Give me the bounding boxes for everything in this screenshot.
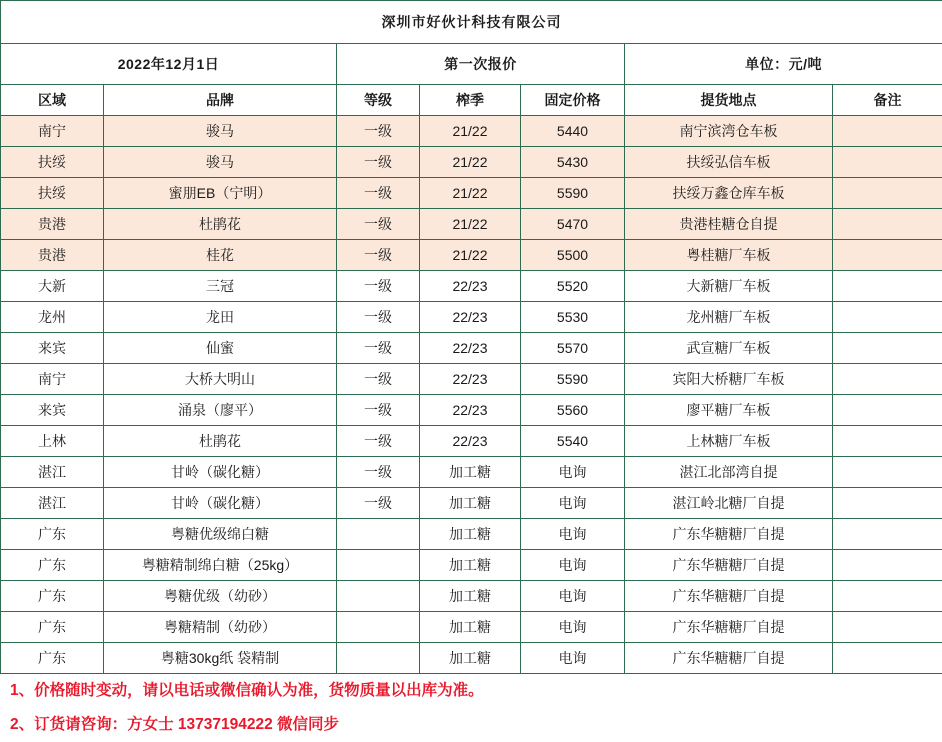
cell-grade: 一级 bbox=[337, 240, 420, 271]
cell-region: 南宁 bbox=[1, 116, 104, 147]
cell-price: 5440 bbox=[521, 116, 625, 147]
cell-region: 南宁 bbox=[1, 364, 104, 395]
table-row bbox=[1, 240, 942, 271]
cell-region: 上林 bbox=[1, 426, 104, 457]
cell-note bbox=[833, 178, 942, 209]
quote-unit: 单位：元/吨 bbox=[625, 44, 942, 85]
cell-price: 5520 bbox=[521, 271, 625, 302]
cell-place: 大新糖厂车板 bbox=[625, 271, 833, 302]
cell-region: 湛江 bbox=[1, 488, 104, 519]
cell-note bbox=[833, 550, 942, 581]
cell-brand: 骏马 bbox=[104, 147, 337, 178]
table-row bbox=[1, 550, 942, 581]
cell-brand: 粤糖优级绵白糖 bbox=[104, 519, 337, 550]
table-row bbox=[1, 302, 942, 333]
cell-place: 南宁滨湾仓车板 bbox=[625, 116, 833, 147]
cell-season: 加工糖 bbox=[420, 550, 521, 581]
footer-notes bbox=[0, 674, 942, 742]
cell-grade: 一级 bbox=[337, 333, 420, 364]
cell-brand: 骏马 bbox=[104, 116, 337, 147]
cell-note bbox=[833, 302, 942, 333]
cell-note bbox=[833, 612, 942, 643]
cell-region: 广东 bbox=[1, 550, 104, 581]
cell-place: 上林糖厂车板 bbox=[625, 426, 833, 457]
cell-price: 电询 bbox=[521, 550, 625, 581]
cell-price: 5560 bbox=[521, 395, 625, 426]
cell-price: 电询 bbox=[521, 612, 625, 643]
cell-region: 湛江 bbox=[1, 457, 104, 488]
table-row bbox=[1, 116, 942, 147]
cell-note bbox=[833, 364, 942, 395]
cell-season: 22/23 bbox=[420, 302, 521, 333]
cell-price: 5500 bbox=[521, 240, 625, 271]
cell-region: 来宾 bbox=[1, 333, 104, 364]
cell-season: 22/23 bbox=[420, 364, 521, 395]
cell-place: 湛江北部湾自提 bbox=[625, 457, 833, 488]
cell-season: 22/23 bbox=[420, 333, 521, 364]
cell-note bbox=[833, 457, 942, 488]
cell-note bbox=[833, 488, 942, 519]
cell-season: 22/23 bbox=[420, 271, 521, 302]
cell-note bbox=[833, 240, 942, 271]
cell-brand: 甘岭（碳化糖） bbox=[104, 457, 337, 488]
cell-note bbox=[833, 147, 942, 178]
cell-place: 广东华糖糖厂自提 bbox=[625, 550, 833, 581]
cell-grade bbox=[337, 643, 420, 674]
cell-place: 广东华糖糖厂自提 bbox=[625, 581, 833, 612]
header-season: 榨季 bbox=[420, 85, 521, 116]
cell-brand: 粤糖精制（幼砂） bbox=[104, 612, 337, 643]
cell-note bbox=[833, 519, 942, 550]
header-note: 备注 bbox=[833, 85, 942, 116]
title-row bbox=[1, 1, 942, 44]
cell-grade: 一级 bbox=[337, 364, 420, 395]
cell-price: 电询 bbox=[521, 488, 625, 519]
cell-season: 加工糖 bbox=[420, 612, 521, 643]
cell-place: 湛江岭北糖厂自提 bbox=[625, 488, 833, 519]
cell-grade: 一级 bbox=[337, 426, 420, 457]
cell-place: 宾阳大桥糖厂车板 bbox=[625, 364, 833, 395]
cell-brand: 杜鹃花 bbox=[104, 426, 337, 457]
cell-price: 5540 bbox=[521, 426, 625, 457]
table-row bbox=[1, 488, 942, 519]
table-row bbox=[1, 178, 942, 209]
cell-place: 粤桂糖厂车板 bbox=[625, 240, 833, 271]
table-row bbox=[1, 581, 942, 612]
cell-grade: 一级 bbox=[337, 395, 420, 426]
cell-note bbox=[833, 643, 942, 674]
cell-brand: 桂花 bbox=[104, 240, 337, 271]
cell-price: 电询 bbox=[521, 643, 625, 674]
cell-season: 22/23 bbox=[420, 426, 521, 457]
cell-grade: 一级 bbox=[337, 271, 420, 302]
header-region: 区域 bbox=[1, 85, 104, 116]
table-row bbox=[1, 333, 942, 364]
cell-grade: 一级 bbox=[337, 116, 420, 147]
table-row bbox=[1, 426, 942, 457]
cell-price: 5590 bbox=[521, 364, 625, 395]
note-line-1: 1、价格随时变动，请以电话或微信确认为准，货物质量以出库为准。 bbox=[0, 674, 942, 708]
cell-place: 扶绥万鑫仓库车板 bbox=[625, 178, 833, 209]
header-grade: 等级 bbox=[337, 85, 420, 116]
cell-grade: 一级 bbox=[337, 147, 420, 178]
cell-grade: 一级 bbox=[337, 209, 420, 240]
cell-season: 加工糖 bbox=[420, 643, 521, 674]
cell-season: 加工糖 bbox=[420, 488, 521, 519]
cell-place: 武宣糖厂车板 bbox=[625, 333, 833, 364]
table-row bbox=[1, 457, 942, 488]
cell-brand: 三冠 bbox=[104, 271, 337, 302]
cell-brand: 粤糖优级（幼砂） bbox=[104, 581, 337, 612]
cell-brand: 涌泉（廖平） bbox=[104, 395, 337, 426]
cell-note bbox=[833, 271, 942, 302]
cell-place: 贵港桂糖仓自提 bbox=[625, 209, 833, 240]
quote-date: 2022年12月1日 bbox=[1, 44, 337, 85]
cell-note bbox=[833, 333, 942, 364]
cell-region: 扶绥 bbox=[1, 178, 104, 209]
cell-price: 电询 bbox=[521, 581, 625, 612]
table-row bbox=[1, 643, 942, 674]
cell-brand: 蜜朋EB（宁明） bbox=[104, 178, 337, 209]
cell-grade: 一级 bbox=[337, 302, 420, 333]
table-row bbox=[1, 364, 942, 395]
cell-season: 21/22 bbox=[420, 178, 521, 209]
header-price: 固定价格 bbox=[521, 85, 625, 116]
cell-place: 扶绥弘信车板 bbox=[625, 147, 833, 178]
cell-grade bbox=[337, 581, 420, 612]
cell-price: 5430 bbox=[521, 147, 625, 178]
cell-brand: 粤糖30kg纸 袋精制 bbox=[104, 643, 337, 674]
cell-note bbox=[833, 581, 942, 612]
cell-season: 加工糖 bbox=[420, 581, 521, 612]
cell-brand: 大桥大明山 bbox=[104, 364, 337, 395]
cell-grade bbox=[337, 612, 420, 643]
cell-region: 贵港 bbox=[1, 240, 104, 271]
cell-grade: 一级 bbox=[337, 457, 420, 488]
cell-region: 扶绥 bbox=[1, 147, 104, 178]
cell-grade bbox=[337, 519, 420, 550]
cell-note bbox=[833, 209, 942, 240]
cell-region: 大新 bbox=[1, 271, 104, 302]
cell-season: 21/22 bbox=[420, 240, 521, 271]
header-place: 提货地点 bbox=[625, 85, 833, 116]
cell-region: 广东 bbox=[1, 612, 104, 643]
cell-season: 加工糖 bbox=[420, 519, 521, 550]
cell-price: 5590 bbox=[521, 178, 625, 209]
header-brand: 品牌 bbox=[104, 85, 337, 116]
cell-price: 5470 bbox=[521, 209, 625, 240]
quote-round: 第一次报价 bbox=[337, 44, 625, 85]
cell-place: 廖平糖厂车板 bbox=[625, 395, 833, 426]
table-row bbox=[1, 612, 942, 643]
cell-grade bbox=[337, 550, 420, 581]
cell-price: 5570 bbox=[521, 333, 625, 364]
cell-note bbox=[833, 426, 942, 457]
cell-region: 来宾 bbox=[1, 395, 104, 426]
cell-brand: 粤糖精制绵白糖（25kg） bbox=[104, 550, 337, 581]
cell-season: 21/22 bbox=[420, 209, 521, 240]
cell-season: 21/22 bbox=[420, 147, 521, 178]
cell-grade: 一级 bbox=[337, 178, 420, 209]
cell-season: 加工糖 bbox=[420, 457, 521, 488]
cell-brand: 杜鹃花 bbox=[104, 209, 337, 240]
subtitle-row bbox=[1, 44, 942, 85]
table-row bbox=[1, 519, 942, 550]
cell-region: 贵港 bbox=[1, 209, 104, 240]
cell-note bbox=[833, 116, 942, 147]
cell-region: 广东 bbox=[1, 581, 104, 612]
cell-grade: 一级 bbox=[337, 488, 420, 519]
cell-note bbox=[833, 395, 942, 426]
note-line-2: 2、订货请咨询：方女士 13737194222 微信同步 bbox=[0, 708, 942, 742]
cell-price: 电询 bbox=[521, 457, 625, 488]
cell-place: 广东华糖糖厂自提 bbox=[625, 519, 833, 550]
cell-region: 龙州 bbox=[1, 302, 104, 333]
cell-place: 广东华糖糖厂自提 bbox=[625, 612, 833, 643]
cell-price: 5530 bbox=[521, 302, 625, 333]
cell-brand: 甘岭（碳化糖） bbox=[104, 488, 337, 519]
table-row bbox=[1, 147, 942, 178]
table-row bbox=[1, 271, 942, 302]
cell-brand: 龙田 bbox=[104, 302, 337, 333]
page-title: 深圳市好伙计科技有限公司 bbox=[1, 1, 942, 44]
cell-region: 广东 bbox=[1, 519, 104, 550]
cell-season: 22/23 bbox=[420, 395, 521, 426]
cell-place: 龙州糖厂车板 bbox=[625, 302, 833, 333]
cell-place: 广东华糖糖厂自提 bbox=[625, 643, 833, 674]
cell-season: 21/22 bbox=[420, 116, 521, 147]
cell-brand: 仙蜜 bbox=[104, 333, 337, 364]
table-row bbox=[1, 395, 942, 426]
cell-region: 广东 bbox=[1, 643, 104, 674]
table-row bbox=[1, 209, 942, 240]
cell-price: 电询 bbox=[521, 519, 625, 550]
table-header-row bbox=[1, 85, 942, 116]
